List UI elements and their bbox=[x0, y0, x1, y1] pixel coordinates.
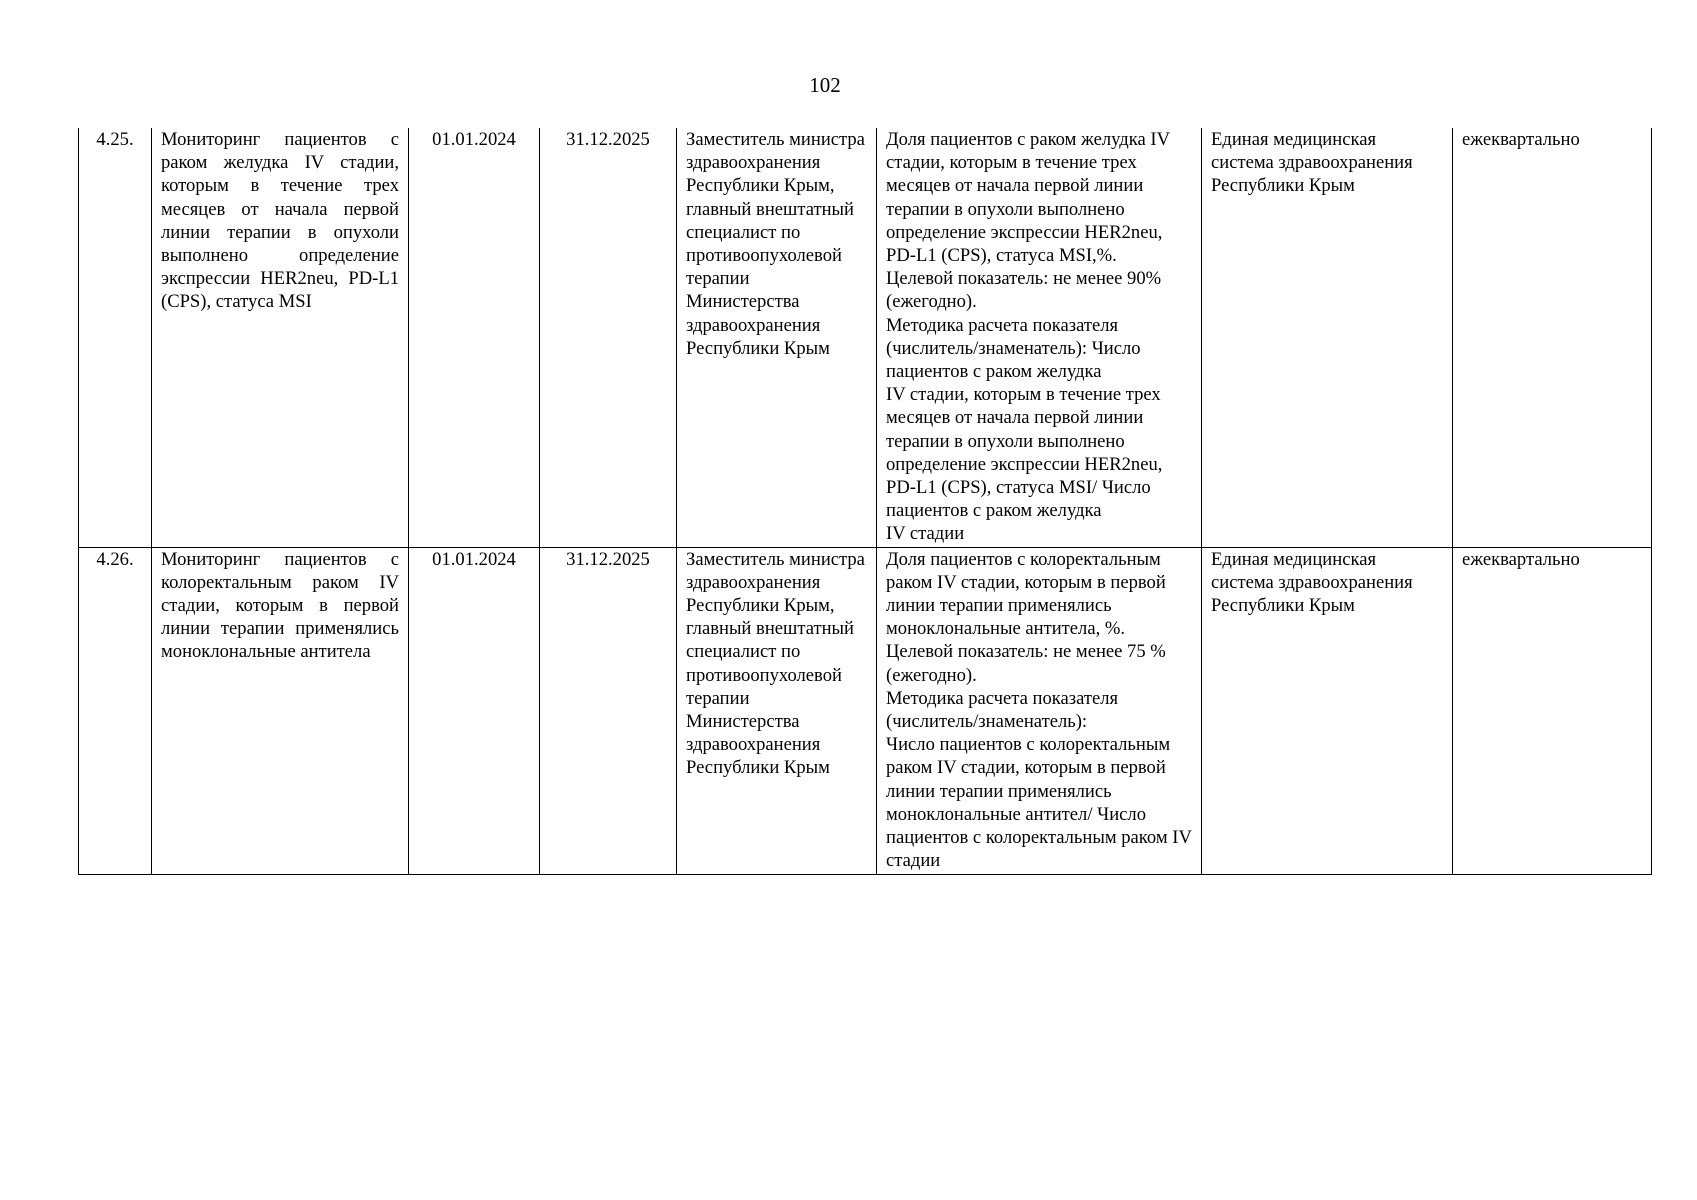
indicator-text: Методика расчета показателя (числитель/знаменатель): Число пациентов с раком желудка bbox=[886, 314, 1141, 383]
measures-table bbox=[78, 128, 1652, 875]
indicator-text: Число пациентов с колоректальным раком IV стадии, которым в первой линии терапии применялись моноклональные антител/ Число пациентов с колоректальным раком IV стадии bbox=[886, 734, 1192, 872]
start-date: 01.01.2024 bbox=[409, 128, 540, 547]
indicator-text: IV стадии bbox=[886, 523, 965, 545]
information-source: Единая медицинская система здравоохранения Республики Крым bbox=[1202, 547, 1453, 874]
end-date: 31.12.2025 bbox=[540, 128, 677, 547]
indicator-cell bbox=[877, 547, 1202, 874]
indicator-text: Целевой показатель: не менее 90% (ежегодно). bbox=[886, 268, 1162, 313]
row-number: 4.26. bbox=[79, 547, 152, 874]
table-row bbox=[79, 547, 1652, 874]
row-number: 4.25. bbox=[79, 128, 152, 547]
indicator-text: Доля пациентов с колоректальным раком IV стадии, которым в первой линии терапии применялись моноклональные антитела, %. Целевой показатель: не менее 75 % (ежегодно). bbox=[886, 548, 1166, 686]
table-row bbox=[79, 128, 1652, 547]
start-date: 01.01.2024 bbox=[409, 547, 540, 874]
indicator-text: Доля пациентов с раком желудка IV стадии, которым в течение трех месяцев от начала первой линии терапии в опухоли выполнено определение экспрессии HER2neu, PD-L1 (CPS), статуса MSI,%. bbox=[886, 129, 1170, 267]
responsible-person: Заместитель министра здравоохранения Республики Крым, главный внештатный специалист по противоопухолевой терапии Министерства здравоохранения Республики Крым bbox=[677, 128, 877, 547]
indicator-cell bbox=[877, 128, 1202, 547]
end-date: 31.12.2025 bbox=[540, 547, 677, 874]
measure-name: Мониторинг пациентов с колоректальным раком IV стадии, которым в первой линии терапии применялись моноклональные антитела bbox=[152, 547, 409, 874]
information-source: Единая медицинская система здравоохранения Республики Крым bbox=[1202, 128, 1453, 547]
frequency: ежеквартально bbox=[1453, 547, 1652, 874]
indicator-text: Методика расчета показателя (числитель/знаменатель): bbox=[886, 687, 1119, 732]
frequency: ежеквартально bbox=[1453, 128, 1652, 547]
measure-name: Мониторинг пациентов с раком желудка IV стадии, которым в течение трех месяцев от начала первой линии терапии в опухоли выполнено определение экспрессии HER2neu, PD-L1 (CPS), статуса MSI bbox=[152, 128, 409, 547]
indicator-text: IV стадии, которым в течение трех месяцев от начала первой линии терапии в опухоли выполнено определение экспрессии HER2neu, PD-L1 (CPS), статуса MSI/ Число пациентов с раком желудка bbox=[886, 384, 1163, 522]
responsible-person: Заместитель министра здравоохранения Республики Крым, главный внештатный специалист по противоопухолевой терапии Министерства здравоохранения Республики Крым bbox=[677, 547, 877, 874]
page-number: 102 bbox=[809, 73, 841, 97]
